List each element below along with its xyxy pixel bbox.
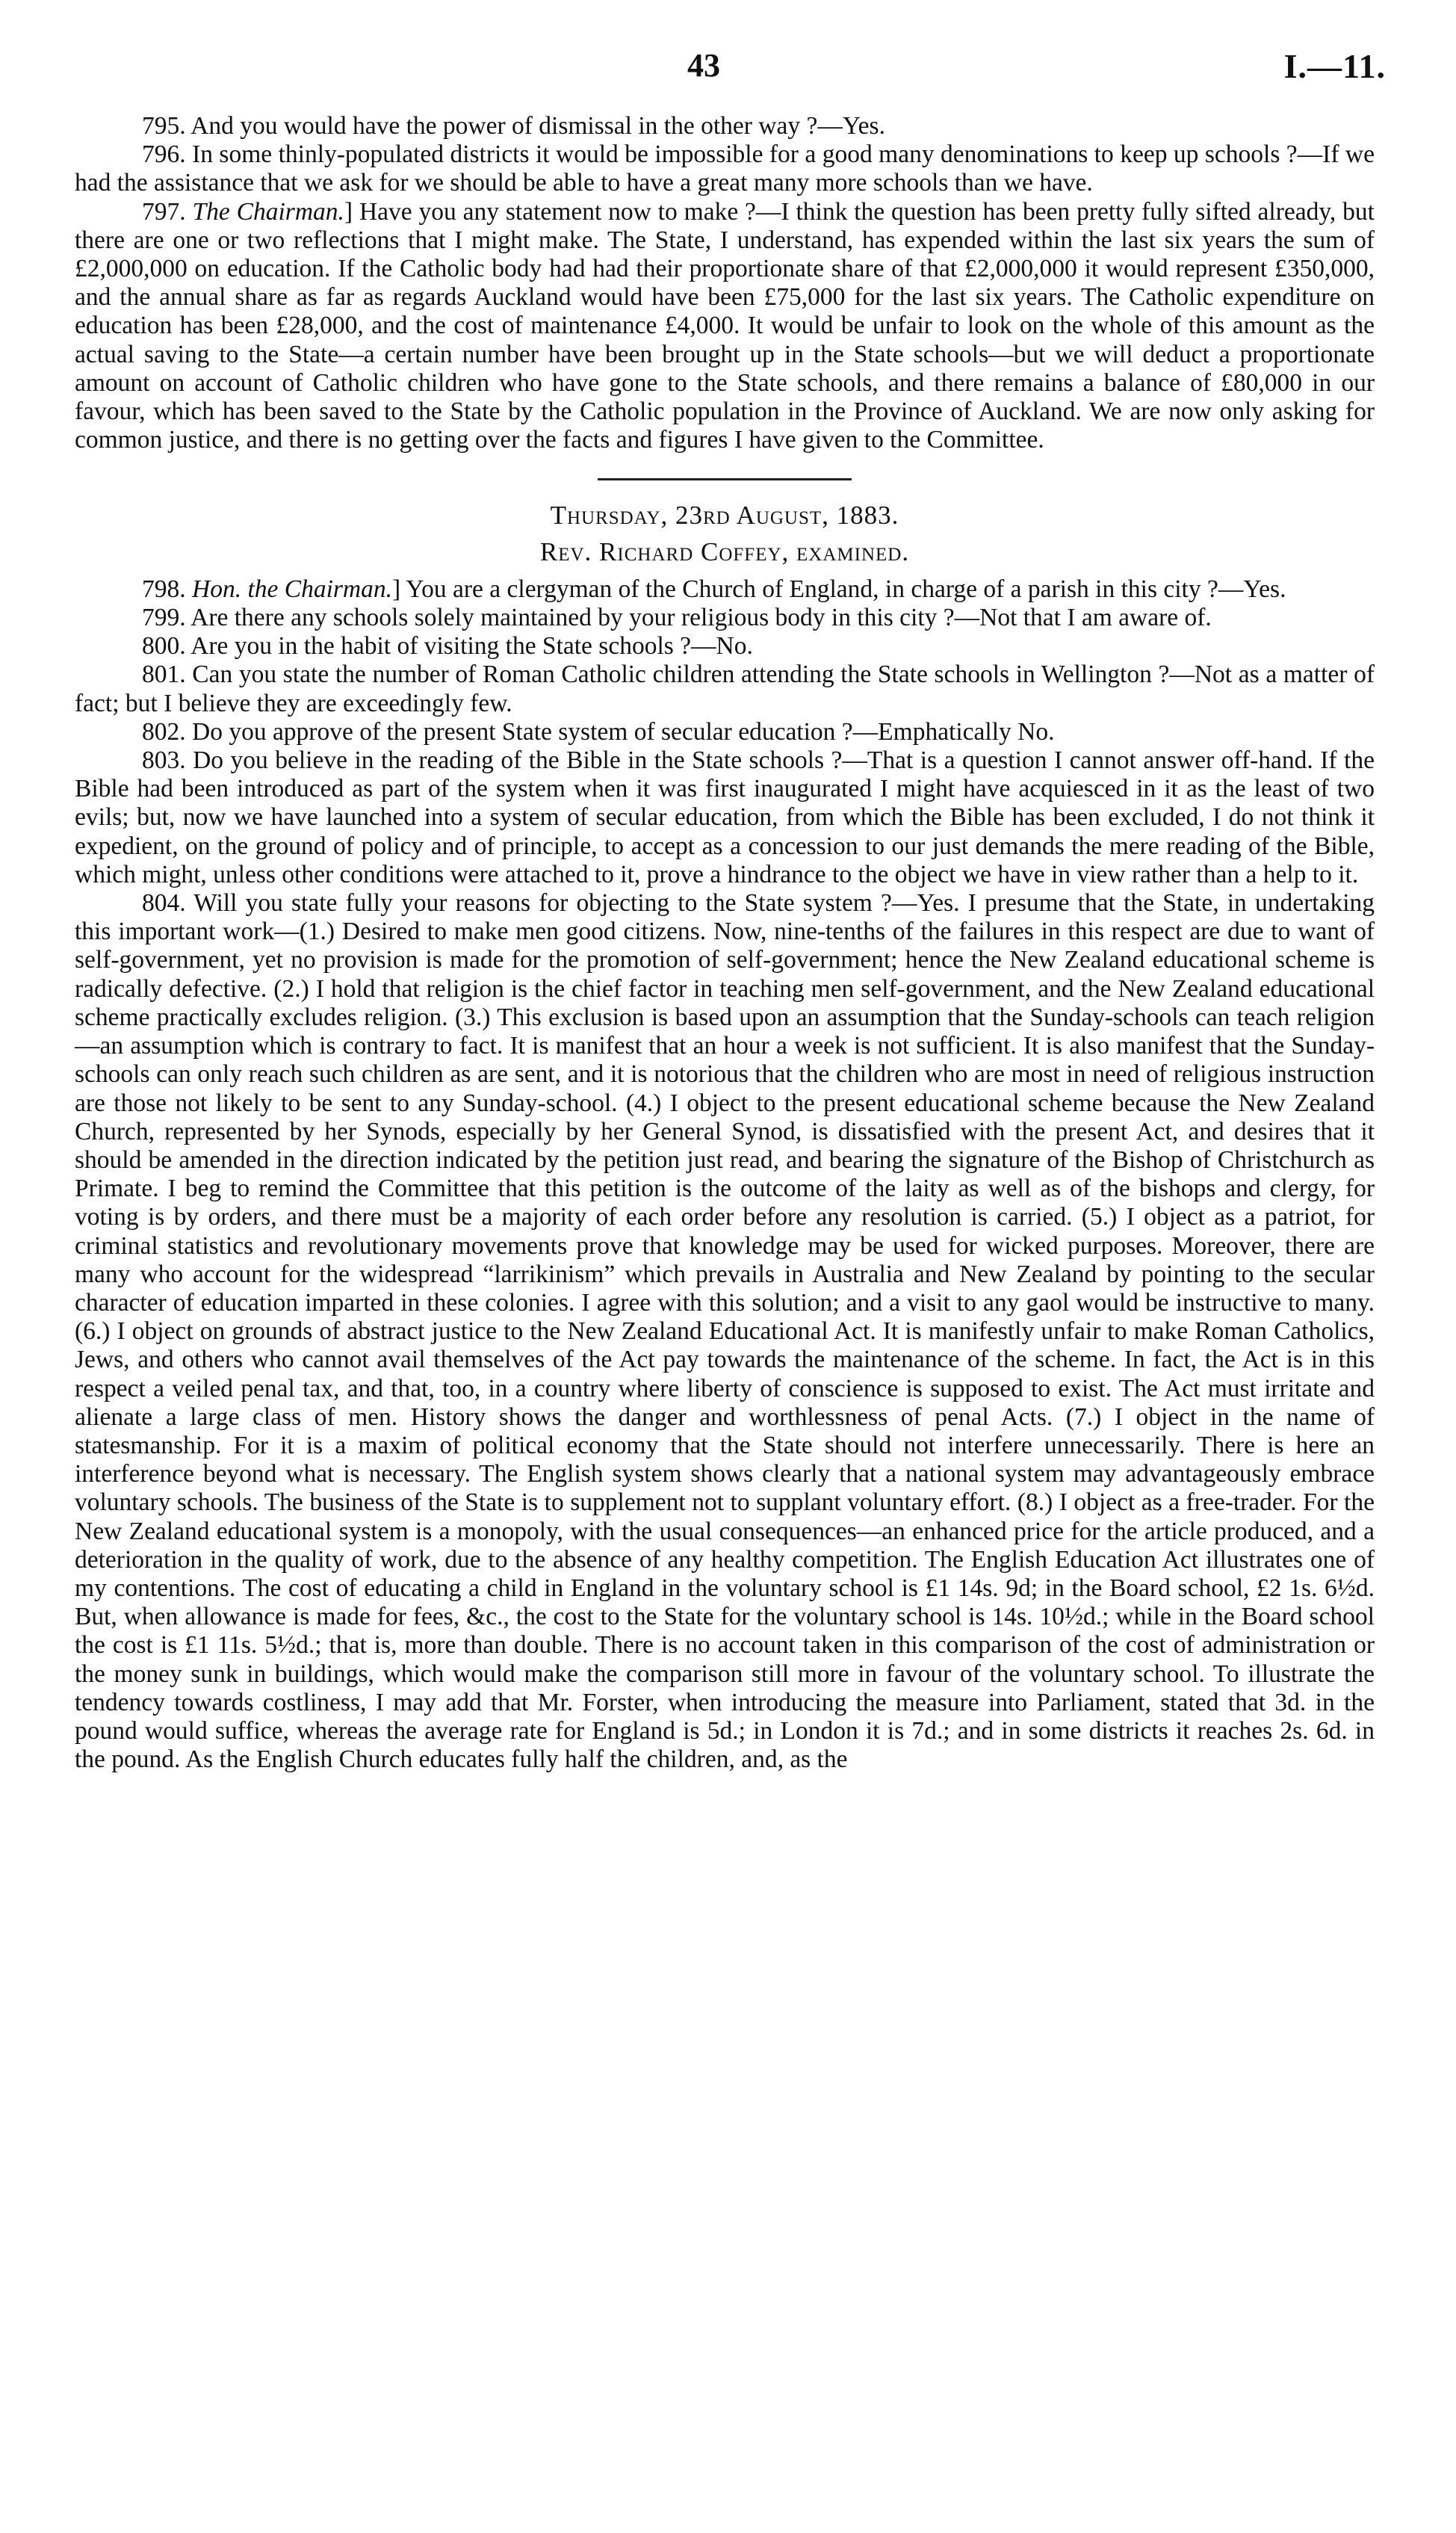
session-date: Thursday, 23rd August, 1883. [550, 501, 899, 531]
question-paragraph-804 [75, 889, 1375, 1774]
page-header [0, 46, 1456, 91]
question-paragraph-802 [75, 718, 1375, 746]
question-number: 796. [142, 140, 186, 169]
paragraph-text: ] You are a clergyman of the Church of England, in charge of a parish in this city ?—Yes. [392, 575, 1286, 603]
section-divider [598, 478, 852, 480]
paragraph-text: ] Have you any statement now to make ?—I think the question has been pretty fully sifted already, but there are one or two reflections that I might make. The State, I understand, has expended within the last six years the sum of £2,000,000 on education. If the Catholic body had had their proportionate share of that £2,000,000 it would represent £350,000, and the annual share as far as regards Auckland would have been £75,000 for the last six years. The Catholic expenditure on education has been £28,000, and the cost of maintenance £4,000. It would be unfair to look on the whole of this amount as the actual saving to the State—a certain number have been brought up in the State schools—but we will deduct a proportionate amount on account of Catholic children who have gone to the State schools, and there remains a balance of £80,000 in our favour, which has been saved to the State by the Catholic population in the Province of Auckland. We are now only asking for common justice, and there is no getting over the facts and figures I have given to the Committee. [75, 197, 1375, 454]
question-number: 800. [142, 632, 186, 661]
paragraph-text: Are you in the habit of visiting the State schools ?—No. [185, 632, 753, 661]
question-number: 804. [142, 889, 186, 918]
question-paragraph-796 [75, 140, 1375, 197]
question-number: 801. [142, 661, 186, 689]
question-paragraph-795 [75, 112, 1375, 140]
document-reference: I.—11. [1283, 47, 1386, 85]
question-paragraph-799 [75, 604, 1375, 632]
page-number: 43 [687, 47, 720, 84]
question-paragraph-798 [75, 575, 1375, 604]
question-number: 795. [142, 112, 186, 140]
question-paragraph-801 [75, 661, 1375, 717]
speaker-name: Hon. the Chairman. [192, 575, 392, 603]
question-number: 797. [142, 197, 186, 226]
paragraph-text: Do you approve of the present State system of secular education ?—Emphatically No. [185, 717, 1055, 746]
witness-heading: Rev. Richard Coffey, examined. [539, 536, 910, 566]
question-paragraph-800 [75, 632, 1375, 661]
body-text [75, 112, 1375, 1774]
paragraph-text: Will you state fully your reasons for objecting to the State system ?—Yes. I presume that the State, in undertaking this important work—(1.) Desired to make men good citizens. Now, nine-tenths of the failures in this respect are due to want of self-government, yet no provision is made for the promotion of self-government; hence the New Zealand educational scheme is radically defective. (2.) I hold that religion is the chief factor in teaching men self-government, and the New Zealand educational scheme practically excludes religion. (3.) This exclusion is based upon an assumption that the Sunday-schools can teach religion—an assumption which is contrary to fact. It is manifest that an hour a week is not sufficient. It is also manifest that the Sunday-schools can only reach such children as are sent, and it is notorious that the children who are most in need of religious instruction are those not likely to be sent to any Sunday-school. (4.) I object to the present educational scheme because the New Zealand Church, represented by her Synods, especially by her General Synod, is dissatisfied with the present Act, and desires that it should be amended in the direction indicated by the petition just read, and bearing the signature of the Bishop of Christchurch as Primate. I beg to remind the Committee that this petition is the outcome of the laity as well as of the bishops and clergy, for voting is by orders, and there must be a majority of each order before any resolution is carried. (5.) I object as a patriot, for criminal statistics and revolutionary movements prove that knowledge may be used for wicked purposes. Moreover, there are many who account for the widespread “larrikinism” which prevails in Australia and New Zealand by pointing to the secular character of education imparted in these colonies. I agree with this solution; and a visit to any gaol would be instructive to many. (6.) I object on grounds of abstract justice to the New Zealand Educational Act. It is manifestly unfair to make Roman Catholics, Jews, and others who cannot avail themselves of the Act pay towards the maintenance of the scheme. In fact, the Act is in this respect a veiled penal tax, and that, too, in a country where liberty of conscience is supposed to exist. The Act must irritate and alienate a large class of men. History shows the danger and worthlessness of penal Acts. (7.) I object in the name of statesmanship. For it is a maxim of political economy that the State should not interfere unnecessarily. There is here an interference beyond what is necessary. The English system shows clearly that a national system may advantageously embrace voluntary schools. The business of the State is to supplement not to supplant voluntary effort. (8.) I object as a free-trader. For the New Zealand educational system is a monopoly, with the usual consequences—an enhanced price for the article produced, and a deterioration in the quality of work, due to the absence of any healthy competition. The English Education Act illustrates one of my contentions. The cost of educating a child in England in the voluntary school is £1 14s. 9d; in the Board school, £2 1s. 6½d. But, when allowance is made for fees, &c., the cost to the State for the voluntary school is 14s. 10½d.; while in the Board school the cost is £1 11s. 5½d.; that is, more than double. There is no account taken in this comparison of the cost of administration or the money sunk in buildings, which would make the comparison still more in favour of the voluntary school. To illustrate the tendency towards costliness, I may add that Mr. Forster, when introducing the measure into Parliament, stated that 3d. in the pound would suffice, whereas the average rate for England is 5d.; in London it is 7d.; and in some districts it reaches 2s. 6d. in the pound. As the English Church educates fully half the children, and, as the [75, 889, 1375, 1774]
question-number: 802. [142, 717, 186, 746]
paragraph-text: And you would have the power of dismissal in the other way ?—Yes. [185, 112, 885, 140]
paragraph-text: Do you believe in the reading of the Bible in the State schools ?—That is a question I cannot answer off-hand. If the Bible had been introduced as part of the system when it was first inaugurated I might have acquiesced in it as the least of two evils; but, now we have launched into a system of secular education, from which the Bible has been excluded, I do not think it expedient, on the ground of policy and of principle, to accept as a concession to our just demands the mere reading of the Bible, which might, unless other conditions were attached to it, prove a hindrance to the object we have in view rather than a help to it. [75, 746, 1375, 888]
question-number: 799. [142, 604, 186, 632]
paragraph-text: Can you state the number of Roman Catholic children attending the State schools in Wellington ?—Not as a matter of fact; but I believe they are exceedingly few. [75, 661, 1375, 717]
question-paragraph-797 [75, 198, 1375, 455]
paragraph-text: In some thinly-populated districts it would be impossible for a good many denominations to keep up schools ?—If we had the assistance that we ask for we should be able to have a great many more schools than we have. [75, 140, 1375, 197]
question-paragraph-803 [75, 746, 1375, 889]
paragraph-text: Are there any schools solely maintained by your religious body in this city ?—Not that I am aware of. [185, 604, 1212, 632]
question-number: 803. [142, 746, 186, 775]
speaker-name: The Chairman. [192, 197, 344, 226]
question-number: 798. [142, 575, 186, 603]
